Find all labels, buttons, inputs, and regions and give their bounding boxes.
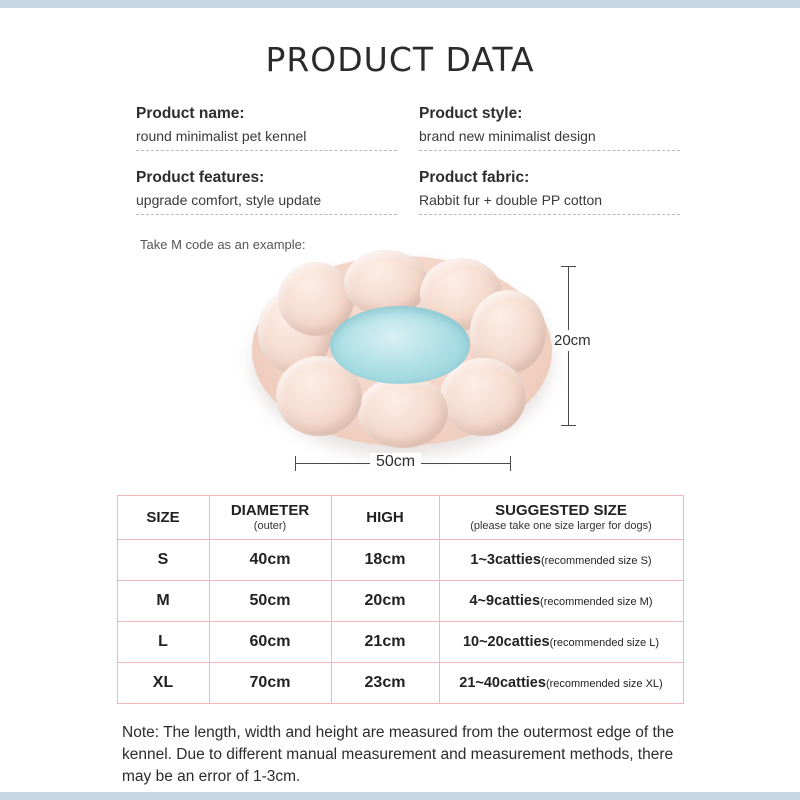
cell-high: 18cm (331, 540, 439, 581)
cell-high: 21cm (331, 622, 439, 663)
cell-size: S (117, 540, 209, 581)
cell-high: 23cm (331, 663, 439, 704)
cell-suggested: 21~40catties(recommended size XL) (439, 663, 683, 704)
th-high: HIGH (331, 496, 439, 540)
cell-size: XL (117, 663, 209, 704)
spec-value: Rabbit fur + double PP cotton (419, 192, 603, 208)
th-size: SIZE (117, 496, 209, 540)
th-diameter: DIAMETER (outer) (209, 496, 331, 540)
spec-label: Product features: (136, 169, 265, 186)
table-row (117, 663, 683, 704)
cell-suggested: 4~9catties(recommended size M) (439, 581, 683, 622)
cell-diameter: 50cm (209, 581, 331, 622)
th-suggested-sub: (please take one size larger for dogs) (470, 520, 652, 532)
height-dimension-label: 20cm (554, 332, 591, 349)
cell-diameter: 40cm (209, 540, 331, 581)
cell-size: L (117, 622, 209, 663)
spec-product-fabric (419, 169, 680, 215)
cell-high: 20cm (331, 581, 439, 622)
spec-label: Product name: (136, 105, 245, 122)
th-suggested: SUGGESTED SIZE (please take one size larger for dogs) (439, 496, 683, 540)
size-table (117, 495, 684, 704)
th-diameter-sub: (outer) (253, 520, 287, 532)
table-row (117, 540, 683, 581)
width-dimension-label: 50cm (370, 453, 421, 471)
spec-value: brand new minimalist design (419, 128, 596, 144)
bottom-strip (0, 792, 800, 800)
pet-bed-illustration (252, 256, 552, 456)
spec-label: Product style: (419, 105, 523, 122)
cell-suggested: 1~3catties(recommended size S) (439, 540, 683, 581)
spec-product-style (419, 105, 680, 151)
product-image-area (0, 256, 800, 491)
table-header-row (117, 496, 683, 540)
product-data-page (0, 8, 800, 792)
bed-lobe (358, 376, 448, 448)
measurement-note (122, 722, 680, 788)
spec-value: upgrade comfort, style update (136, 192, 322, 208)
table-row (117, 622, 683, 663)
example-note: Take M code as an example: (140, 237, 306, 252)
spec-product-features (136, 169, 397, 215)
page-title: PRODUCT DATA (265, 40, 535, 79)
table-row (117, 581, 683, 622)
note-lead: Note: (122, 724, 160, 741)
spec-product-name (136, 105, 397, 151)
cell-diameter: 70cm (209, 663, 331, 704)
bed-inner-cushion (330, 306, 470, 384)
cell-suggested: 10~20catties(recommended size L) (439, 622, 683, 663)
cell-diameter: 60cm (209, 622, 331, 663)
cell-size: M (117, 581, 209, 622)
spec-value: round minimalist pet kennel (136, 128, 307, 144)
spec-grid (136, 105, 680, 233)
note-text: The length, width and height are measured from the outermost edge of the kennel. Due to different manual measurement and measurement methods, there may be an error of 1-3cm. (122, 724, 675, 785)
spec-label: Product fabric: (419, 169, 530, 186)
